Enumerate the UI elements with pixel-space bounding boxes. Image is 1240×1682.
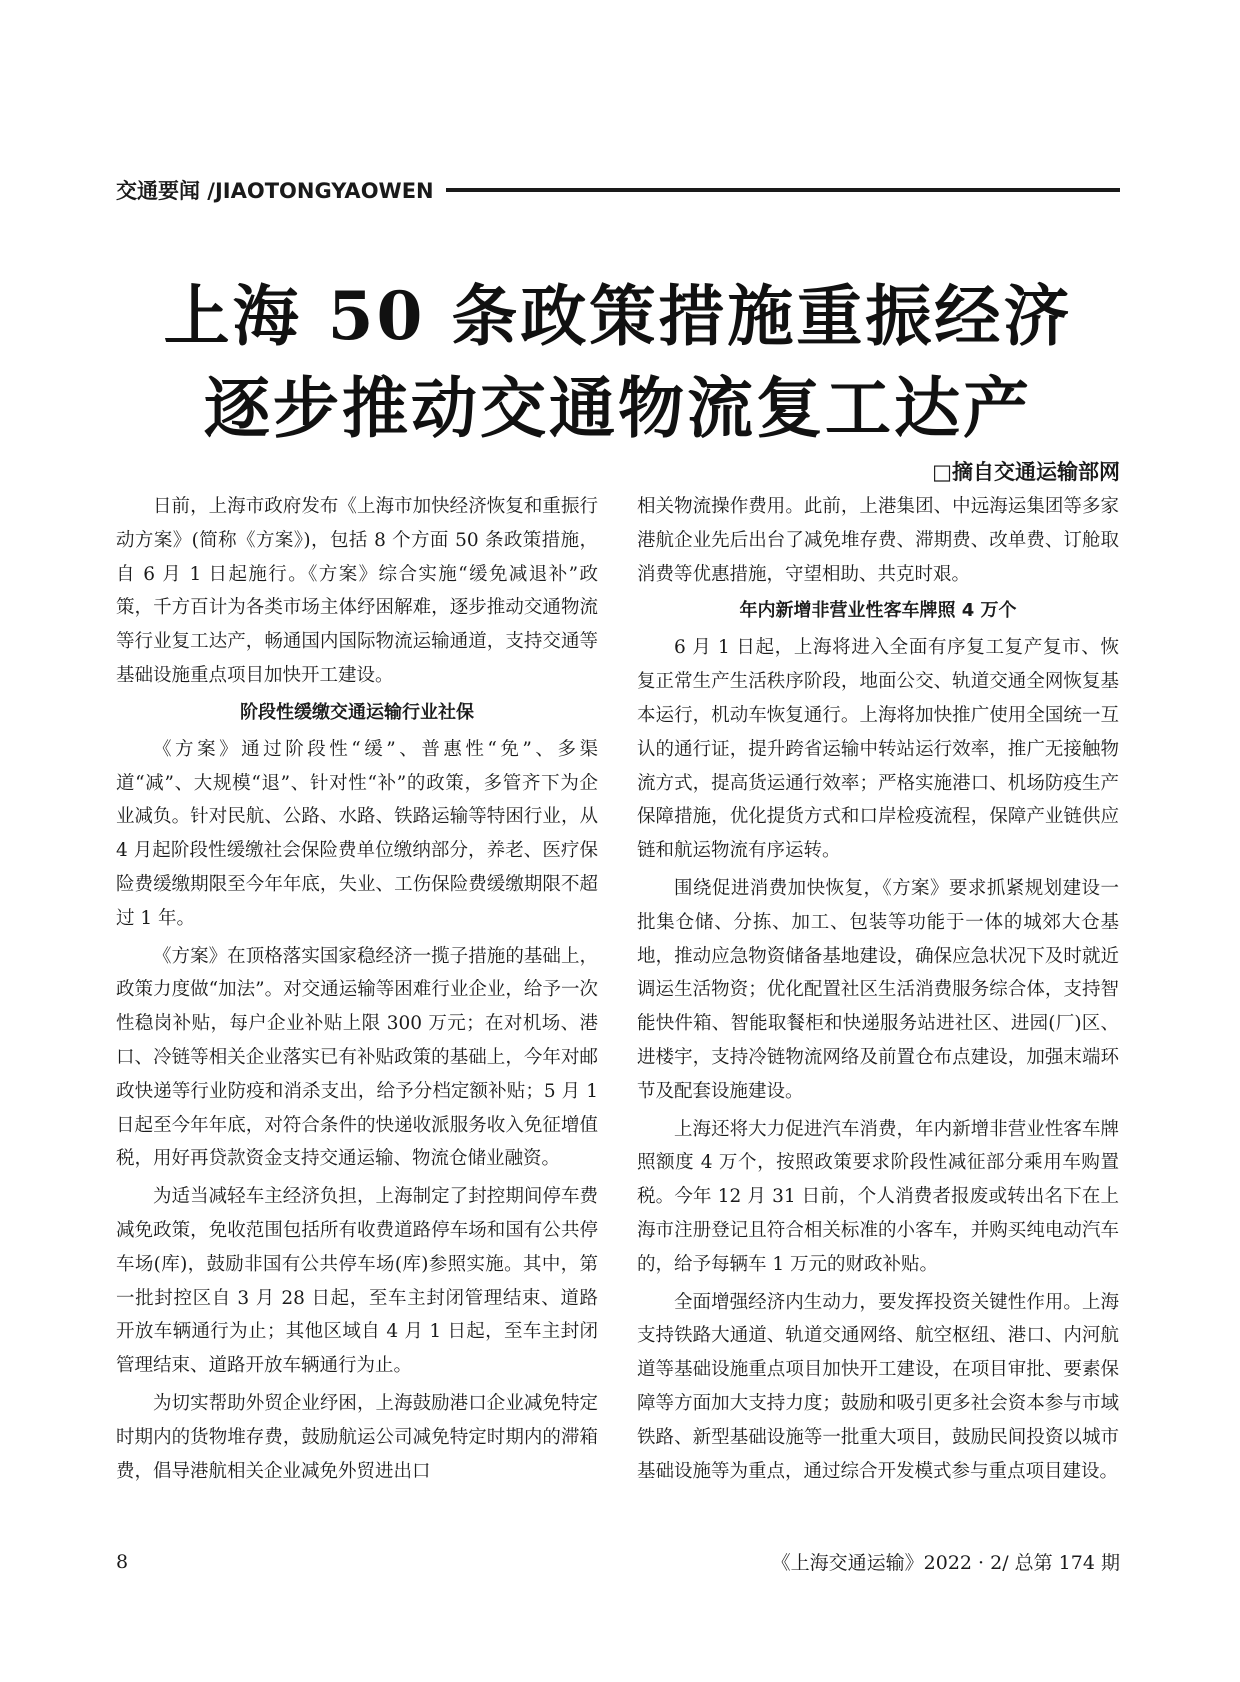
section-header bbox=[116, 170, 1120, 210]
paragraph: 为切实帮助外贸企业纾困，上海鼓励港口企业减免特定时期内的货物堆存费，鼓励航运公司减免特定时期内的滞箱费，倡导港航相关企业减免外贸进出口 bbox=[116, 1392, 598, 1482]
title-line-1: 上海 50 条政策措施重振经济 bbox=[163, 277, 1073, 355]
title-line-2: 逐步推动交通物流复工达产 bbox=[204, 369, 1032, 447]
page-number: 8 bbox=[116, 1550, 129, 1573]
subheading: 阶段性缓缴交通运输行业社保 bbox=[240, 701, 474, 723]
section-label: 交通要闻 /JIAOTONGYAOWEN bbox=[116, 179, 434, 203]
paragraph-continued: 相关物流操作费用。此前，上港集团、中远海运集团等多家港航企业先后出台了减免堆存费、滞期费、改单费、订舱取消费等优惠措施，守望相助、共克时艰。 bbox=[637, 496, 1119, 585]
paragraph: 围绕促进消费加快恢复，《方案》要求抓紧规划建设一批集仓储、分拣、加工、包装等功能于一体的城郊大仓基地，推动应急物资储备基地建设，确保应急状况下及时就近调运生活物资；优化配置社区生活消费服务综合体，支持智能快件箱、智能取餐柜和快递服务站进社区、进园(厂)区、进楼宇，支持冷链物流网络及前置仓布点建设，加强末端环节及配套设施建设。 bbox=[637, 877, 1119, 1102]
article-source: □摘自交通运输部网 bbox=[932, 460, 1120, 484]
left-column bbox=[116, 490, 598, 1492]
article-title bbox=[116, 270, 1120, 454]
subheading: 年内新增非营业性客车牌照 4 万个 bbox=[739, 600, 1017, 622]
page-footer bbox=[116, 1548, 1120, 1575]
header-rule bbox=[446, 188, 1120, 192]
right-column bbox=[637, 490, 1119, 1492]
paragraph: 上海还将大力促进汽车消费，年内新增非营业性客车牌照额度 4 万个，按照政策要求阶段性减征部分乘用车购置税。今年 12 月 31 日前，个人消费者报废或转出名下在上海市注册登记且符合相关标准的小客车，并购买纯电动汽车的，给予每辆车 1 万元的财政补贴。 bbox=[637, 1118, 1119, 1275]
paragraph: 《方案》通过阶段性“缓”、普惠性“免”、多渠道“减”、大规模“退”、针对性“补”的政策，多管齐下为企业减负。针对民航、公路、水路、铁路运输等特困行业，从 4 月起阶段性缓缴社会保险费单位缴纳部分，养老、医疗保险费缓缴期限至今年年底，失业、工伤保险费缓缴期限不超过 1 年。 bbox=[116, 738, 598, 929]
journal-info: 《上海交通运输》2022 · 2/ 总第 174 期 bbox=[771, 1552, 1120, 1574]
paragraph: 《方案》在顶格落实国家稳经济一揽子措施的基础上，政策力度做“加法”。对交通运输等困难行业企业，给予一次性稳岗补贴，每户企业补贴上限 300 万元；在对机场、港口、冷链等相关企业落实已有补贴政策的基础上，今年对邮政快递等行业防疫和消杀支出，给予分档定额补贴；5 月 1 日起至今年年底，对符合条件的快递收派服务收入免征增值税，用好再贷款资金支持交通运输、物流仓储业融资。 bbox=[116, 945, 598, 1170]
paragraph: 日前，上海市政府发布《上海市加快经济恢复和重振行动方案》(简称《方案》)，包括 8 个方面 50 条政策措施，自 6 月 1 日起施行。《方案》综合实施“缓免减退补”政策，千方百计为各类市场主体纾困解难，逐步推动交通物流等行业复工达产，畅通国内国际物流运输通道，支持交通等基础设施重点项目加快开工建设。 bbox=[116, 496, 598, 686]
paragraph: 6 月 1 日起，上海将进入全面有序复工复产复市、恢复正常生产生活秩序阶段，地面公交、轨道交通全网恢复基本运行，机动车恢复通行。上海将加快推广使用全国统一互认的通行证，提升跨省运输中转站运行效率，推广无接触物流方式，提高货运通行效率；严格实施港口、机场防疫生产保障措施，优化提货方式和口岸检疫流程，保障产业链供应链和航运物流有序运转。 bbox=[637, 637, 1119, 862]
paragraph: 为适当减轻车主经济负担，上海制定了封控期间停车费减免政策，免收范围包括所有收费道路停车场和国有公共停车场(库)，鼓励非国有公共停车场(库)参照实施。其中，第一批封控区自 3 月 28 日起，至车主封闭管理结束、道路开放车辆通行为止；其他区域自 4 月 1 日起，至车主封闭管理结束、道路开放车辆通行为止。 bbox=[116, 1186, 598, 1377]
paragraph: 全面增强经济内生动力，要发挥投资关键性作用。上海支持铁路大通道、轨道交通网络、航空枢纽、港口、内河航道等基础设施重点项目加快开工建设，在项目审批、要素保障等方面加大支持力度；鼓励和吸引更多社会资本参与市域铁路、新型基础设施等一批重大项目，鼓励民间投资以城市基础设施等为重点，通过综合开发模式参与重点项目建设。 bbox=[637, 1291, 1119, 1482]
